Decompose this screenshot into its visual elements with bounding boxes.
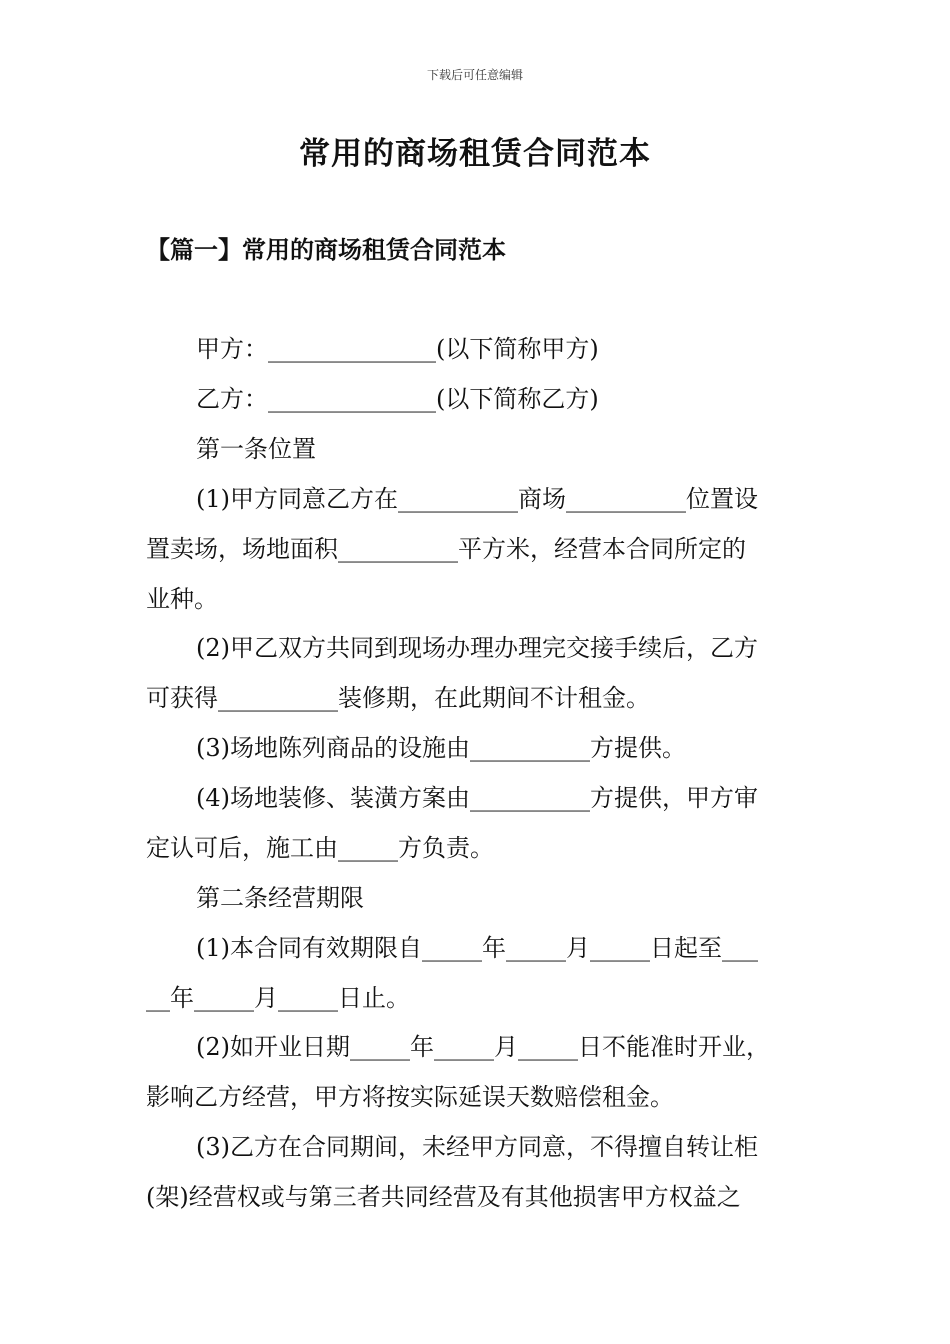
paragraph-line: 定认可后，施工由_____方负责。 <box>146 834 494 862</box>
paragraph-line: (2)如开业日期_____年_____月_____日不能准时开业， <box>196 1033 770 1061</box>
header-note: 下载后可任意编辑 <box>426 68 523 82</box>
paragraph-line: (3)乙方在合同期间，未经甲方同意，不得擅自转让柜 <box>196 1133 758 1161</box>
paragraph-line: (架)经营权或与第三者共同经营及有其他损害甲方权益之 <box>146 1183 741 1211</box>
paragraph-line: 影响乙方经营，甲方将按实际延误天数赔偿租金。 <box>146 1083 674 1111</box>
paragraph-line: (2)甲乙双方共同到现场办理办理完交接手续后，乙方 <box>196 634 758 662</box>
article-heading: 第一条位置 <box>196 435 316 463</box>
article-heading: 第二条经营期限 <box>196 884 364 912</box>
party-a-line: 甲方：______________(以下简称甲方) <box>196 335 599 363</box>
paragraph-line: (3)场地陈列商品的设施由__________方提供。 <box>196 734 686 762</box>
paragraph-line: (1)甲方同意乙方在__________商场__________位置设 <box>196 485 758 513</box>
paragraph-line: 置卖场，场地面积__________平方米，经营本合同所定的 <box>146 535 746 563</box>
paragraph-line: (1)本合同有效期限自_____年_____月_____日起至___ <box>196 934 758 962</box>
section-heading: 【篇一】常用的商场租赁合同范本 <box>146 235 506 264</box>
party-b-line: 乙方：______________(以下简称乙方) <box>196 385 599 413</box>
paragraph-line: 可获得__________装修期，在此期间不计租金。 <box>146 684 650 712</box>
paragraph-line: (4)场地装修、装潢方案由__________方提供，甲方审 <box>196 784 758 812</box>
document-title: 常用的商场租赁合同范本 <box>299 136 651 172</box>
paragraph-line: __年_____月_____日止。 <box>146 984 410 1012</box>
paragraph-line: 业种。 <box>146 585 218 613</box>
